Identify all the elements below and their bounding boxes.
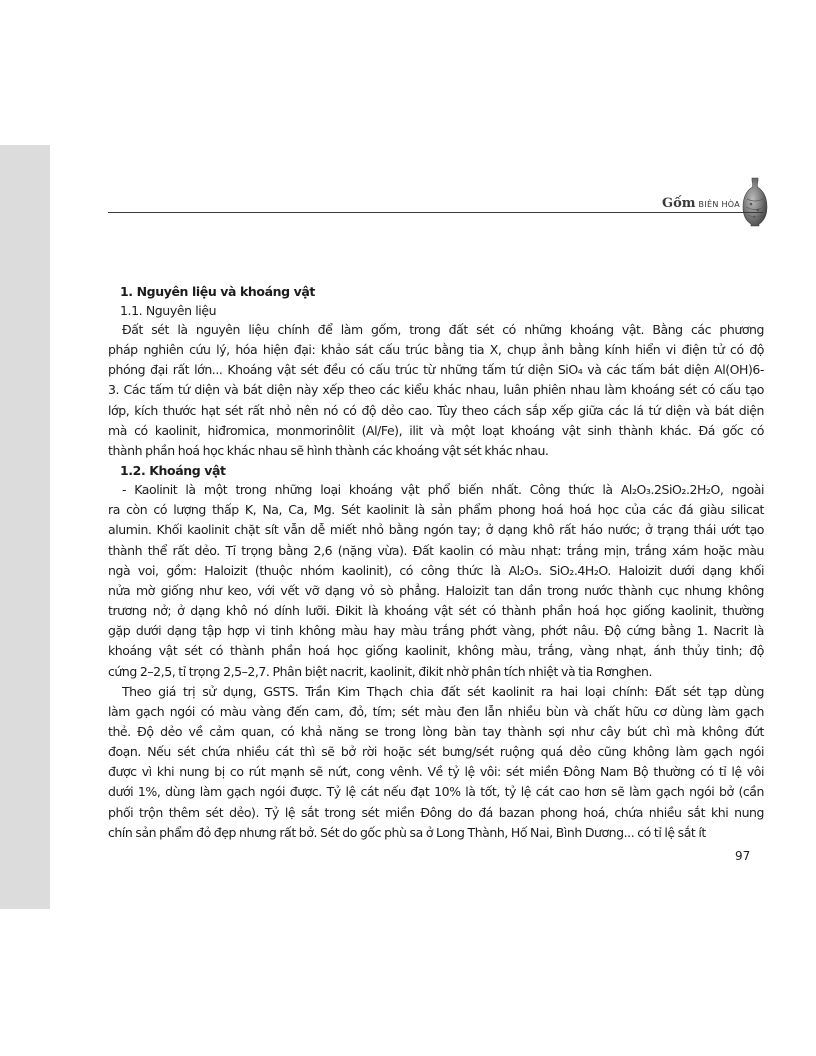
text-line: 3. Các tấm tứ diện và bát diện này xếp theo các kiểu khác nhau, luân phiên nhau làm khoáng sét có cấu tạo — [108, 382, 764, 398]
paragraph-minerals — [108, 480, 764, 682]
text-line: ra còn có lượng thấp K, Na, Ca, Mg. Sét kaolinit là sản phẩm phong hoá hoá học của các đá giàu silicat — [108, 502, 764, 518]
text-line: Theo giá trị sử dụng, GSTS. Trần Kim Thạch chia đất sét kaolinit ra hai loại chính: Đất sét tạp dùng — [122, 683, 764, 699]
vase-logo-icon — [741, 177, 769, 227]
side-margin-band — [0, 145, 50, 909]
text-line: nửa mờ giống như keo, với vết vỡ dạng vỏ sò phẳng. Haloizit tan dần trong nước thành cục nhưng không — [108, 582, 764, 598]
text-line: alumin. Khối kaolinit chặt sít vẫn dễ miết nhỏ bằng ngón tay; ở dạng khô rất háo nước; ở trạng thái ướt tạo — [108, 522, 764, 538]
paragraph-raw-materials — [108, 320, 764, 461]
subsection-title-1: 1.1. Nguyên liệu — [120, 303, 217, 318]
header-rule — [108, 212, 763, 213]
text-line: gặp dưới dạng tập hợp vi tinh không màu hay màu trắng phớt vàng, phớt nâu. Độ cứng bằng 1. Nacrit là — [108, 623, 764, 639]
page-body — [108, 282, 764, 843]
text-line: trương nở; ở dạng khô nó dính lưỡi. Đikit là khoáng vật sét có thành phần hoá học giống kaolinit, thường — [108, 603, 764, 619]
text-line: mà có kaolinit, hiđromica, monmorinôlit (Al/Fe), ilit và một loạt khoáng vật sinh thành khác. Đá gốc có — [108, 422, 764, 438]
text-line: - Kaolinit là một trong những loại khoáng vật phổ biến nhất. Công thức là Al₂O₃.2SiO₂.2H₂O, ngoài — [122, 482, 764, 498]
text-line: phối trộn thêm sét dẻo). Tỷ lệ sắt trong sét miền Đông do đá bazan phong hoá, chứa nhiều sắt khi nung — [108, 804, 764, 820]
text-line: cứng 2–2,5, tỉ trọng 2,5–2,7. Phân biệt nacrit, kaolinit, đikit nhờ phân tích nhiệt và tia Rơnghen. — [108, 663, 652, 679]
text-line: Đất sét là nguyên liệu chính để làm gốm, trong đất sét có những khoáng vật. Bằng các phương — [122, 322, 764, 337]
text-line: thành phần hoá học khác nhau sẽ hình thành các khoáng vật sét khác nhau. — [108, 442, 549, 458]
text-line: phóng đại rất lớn... Khoáng vật sét đều có cấu trúc từ những tấm tứ diện SiO₄ và các tấm bát diện Al(OH)6- — [108, 362, 764, 378]
subsection-title-2: 1.2. Khoáng vật — [120, 463, 226, 479]
text-line: thành thể rất dẻo. Tỉ trọng bằng 2,6 (nặng vừa). Đất kaolin có màu nhạt: trắng mịn, trắng xám hoặc màu — [108, 542, 764, 558]
text-line: khoáng vật sét có thành phần hoá học giống kaolinit, không màu, trắng, vàng nhạt, ánh thủy tinh; độ — [108, 643, 764, 659]
brand-subtitle: BIÊN HÒA — [698, 200, 740, 209]
brand-script-text: Gốm — [661, 196, 696, 211]
text-line: làm gạch ngói có màu vàng đến cam, đỏ, tím; sét màu đen lẫn nhiều bùn và chất hữu cơ dùng làm gạch — [108, 703, 764, 719]
text-line: được vì khi nung bị co rút mạnh sẽ nứt, cong vênh. Về tỷ lệ vôi: sét miền Đông Nam Bộ thường có tỉ lệ vôi — [108, 764, 764, 780]
running-header-brand — [560, 194, 740, 210]
text-line: đoạn. Nếu sét chứa nhiều cát thì sẽ bở rời hoặc sét bưng/sét ruộng quá dẻo cũng không làm gạch ngói — [108, 744, 764, 760]
section-title: 1. Nguyên liệu và khoáng vật — [120, 284, 316, 299]
page-number: 97 — [735, 849, 751, 863]
text-line: thẻ. Độ dẻo về cảm quan, có khả năng se trong lòng bàn tay thành sợi như cây bút chì mà không đứt — [108, 723, 764, 739]
text-line: lớp, kích thước hạt sét rất nhỏ nên nó có độ dẻo cao. Tùy theo cách sắp xếp giữa các lá tứ diện và bát diện — [108, 402, 764, 418]
text-line: chín sản phẩm đỏ đẹp nhưng rất bở. Sét do gốc phù sa ở Long Thành, Hố Nai, Bình Dương... có tỉ lệ sắt ít — [108, 824, 706, 840]
paragraph-usage-classification — [108, 682, 764, 843]
text-line: dưới 1%, dùng làm gạch ngói được. Tỷ lệ cát nếu đạt 10% là tốt, tỷ lệ cát cao hơn sẽ làm gạch ngói bở (cần — [108, 784, 764, 800]
text-line: pháp nghiên cứu lý, hóa hiện đại: khảo sát cấu trúc bằng tia X, chụp ảnh bằng kính hiển vi điện tử có độ — [108, 342, 764, 358]
text-line: ngà voi, gồm: Haloizit (thuộc nhóm kaolinit), có công thức là Al₂O₃. SiO₂.4H₂O. Haloizit dưới dạng khối — [108, 562, 764, 578]
